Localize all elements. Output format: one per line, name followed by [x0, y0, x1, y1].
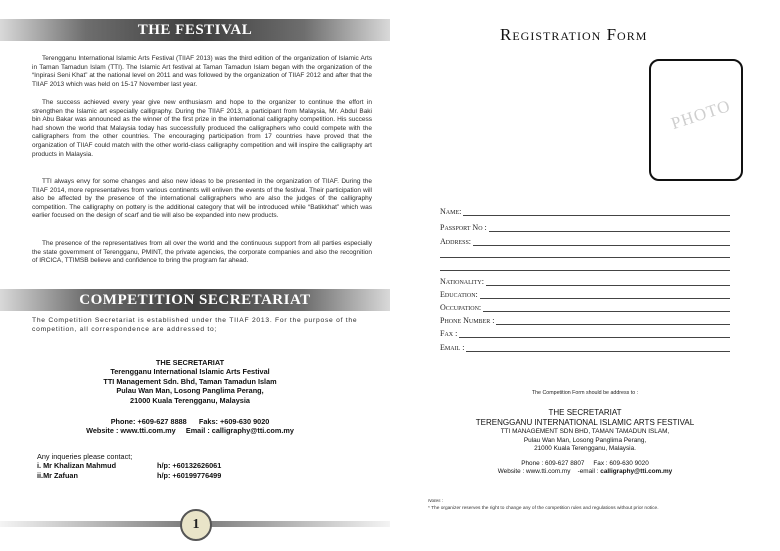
education-line[interactable]: [480, 291, 730, 299]
contact-phone: h/p: +60132626061: [157, 461, 222, 471]
competition-heading: COMPETITION SECRETARIAT: [79, 292, 311, 308]
secretariat-phone: Phone: +609-627 8888: [110, 417, 187, 427]
secretariat-email[interactable]: Email : calligraphy@tti.com.my: [185, 426, 294, 436]
secretariat-line-3: Pulau Wan Man, Losong Panglima Perang,: [116, 386, 264, 396]
right-secretariat-fax: Fax : 609-630 9020: [593, 459, 649, 467]
education-field[interactable]: [440, 290, 730, 299]
paragraph-1: Terengganu International Islamic Arts Festival (TIIAF 2013) was the third edition of the organization of Islamic Arts in Taman Tamadun Islam (TTI). The Islamic Art festival at Taman Tamadun Islam began with the organization of the “Inpirasi Seni Khat” at the national level on 2011 and was followed by the organization of TIIAF 2012 and after that the TIIAF 2013 which was held on 15-17 November last year.: [32, 55, 372, 88]
nationality-line[interactable]: [486, 278, 730, 286]
right-secretariat-line-4: 21000 Kuala Terengganu, Malaysia.: [534, 445, 636, 453]
email-field[interactable]: [440, 343, 730, 352]
passport-label: Passport No :: [440, 223, 487, 232]
education-label: Education:: [440, 290, 478, 299]
occupation-field[interactable]: [440, 303, 730, 312]
paragraph-2: The success achieved every year give new enthusiasm and hope to the organizer to continue the effort in strengthen the Islamic art especially calligraphy. During the TIIAF 2013, a participant from Malaysia, Mr. Abdul Baki bin Abu Bakar was announced as the winner of the first prize in the international calligraphy competition. His success had shown the world that Malaysia today has successfully produced the calligraphers who could compete with the calligraphers from the other countries. The encouraging participation from 17 countries have proved that the organization of TIIAF could match with the other world-class calligraphy competition and will inspire the calligraphy art products in Malaysia.: [32, 99, 372, 158]
address-line[interactable]: [473, 238, 730, 246]
inquiries-block: [37, 452, 221, 480]
competition-banner: [0, 289, 390, 311]
phone-line[interactable]: [496, 317, 730, 325]
name-field[interactable]: [440, 207, 730, 216]
address-label: Address:: [440, 237, 472, 246]
phone-label: Phone Number :: [440, 316, 495, 325]
secretariat-fax: Faks: +609-630 9020: [198, 417, 270, 427]
right-secretariat-email[interactable]: calligraphy@tti.com.my: [600, 468, 673, 476]
nationality-field[interactable]: [440, 277, 730, 286]
secretariat-line-2: TTI Management Sdn. Bhd, Taman Tamadun Islam: [103, 376, 277, 386]
phone-field[interactable]: [440, 316, 730, 325]
secretariat-website[interactable]: Website : www.tti.com.my: [86, 426, 176, 436]
photo-watermark: PHOTO: [668, 96, 733, 134]
name-label: Name:: [440, 207, 462, 216]
right-secretariat-heading: THE SECRETARIAT: [548, 408, 622, 417]
notes-title: Notes :: [428, 499, 444, 504]
notes-block: [428, 498, 659, 512]
right-secretariat-line-3: Pulau Wan Man, Losong Panglima Perang,: [523, 436, 647, 444]
contact-name: i. Mr Khalizan Mahmud: [37, 461, 117, 471]
secretariat-line-1: Terengganu International Islamic Arts Festival: [110, 367, 270, 377]
email-line[interactable]: [466, 344, 730, 352]
notes-text: * The organizer reserves the right to change any of the competition rules and regulations without prior notice.: [428, 506, 659, 511]
fax-label: Fax :: [440, 329, 458, 338]
fax-line[interactable]: [459, 330, 730, 338]
name-line[interactable]: [463, 208, 730, 216]
form-address-note: The Competition Form should be address to :: [531, 390, 639, 396]
secretariat-line-4: 21000 Kuala Terengganu, Malaysia: [130, 395, 250, 405]
contact-name: ii.Mr Zafuan: [37, 470, 78, 480]
passport-line[interactable]: [489, 224, 730, 232]
secretariat-heading: THE SECRETARIAT: [155, 358, 225, 367]
competition-intro: The Competition Secretariat is established under the TIIAF 2013. For the purpose of the competition, all correspondence are addressed to;: [32, 317, 358, 333]
right-secretariat-website[interactable]: Website : www.tti.com.my: [497, 468, 571, 476]
email-label: Email :: [440, 343, 465, 352]
address-field[interactable]: [440, 237, 730, 246]
photo-box: [649, 59, 743, 181]
occupation-label: Occupation:: [440, 303, 482, 312]
nationality-label: Nationality:: [440, 277, 484, 286]
address-line-2[interactable]: [440, 257, 730, 258]
right-secretariat-line-2: TTI MANAGEMENT SDN BHD, TAMAN TAMADUN ISLAM,: [500, 428, 670, 435]
right-secretariat-line-1: TERENGGANU INTERNATIONAL ISLAMIC ARTS FESTIVAL: [475, 418, 695, 427]
fax-field[interactable]: [440, 329, 730, 338]
paragraph-4: The presence of the representatives from all over the world and the continuous support from all parties especially the state government of Terengganu, PMINT, the private agencies, the corporate companies and also the recognition of IRCICA, TTIMSB believe and confidence to bring the program far ahead.: [32, 240, 372, 265]
page-number: 1: [180, 509, 212, 541]
registration-title: Registration Form: [500, 25, 648, 44]
right-secretariat-email-label: -email :: [577, 468, 599, 476]
address-line-3[interactable]: [440, 270, 730, 271]
festival-banner: [0, 19, 390, 41]
paragraph-3: TTI always envy for some changes and also new ideas to be presented in the organization of TIIAF. During the TIIAF 2014, more representatives from various continents will enliven the events of the festival. Their participation will also be affected by the presence of the international calligraphers who are also the judges of the calligraphy competition. The calligraphy on pottery is the additional category that will be introduced while “Batikkhat” which was earlier focused on the design of scarf and tie will also be expanded into new products.: [32, 178, 372, 220]
secretariat-block: [20, 358, 360, 436]
right-secretariat-phone: Phone : 609-627 8807: [521, 459, 585, 467]
contact-row: [37, 471, 221, 480]
inquiries-label: Any inqueries please contact;: [37, 452, 133, 461]
right-secretariat-block: [440, 408, 730, 477]
occupation-line[interactable]: [483, 304, 730, 312]
festival-heading: THE FESTIVAL: [137, 22, 253, 38]
contact-row: [37, 461, 221, 470]
passport-field[interactable]: [440, 223, 730, 232]
contact-phone: h/p: +60199776499: [157, 470, 222, 480]
